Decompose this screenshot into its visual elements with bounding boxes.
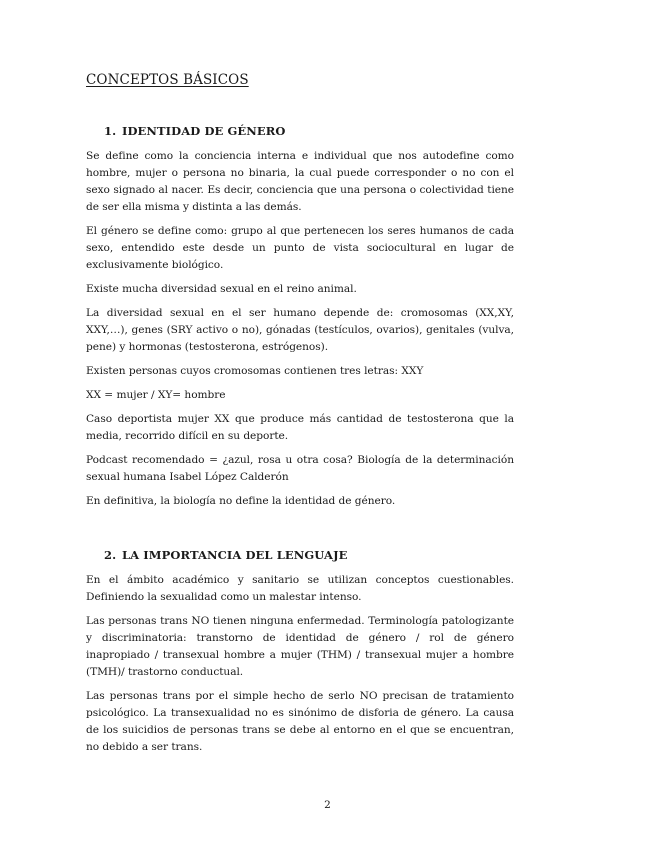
page-number: 2 (324, 799, 331, 811)
paragraph: Caso deportista mujer XX que produce más cantidad de testosterona que la media, recorrido difícil en su deporte. (86, 413, 514, 442)
paragraph: Se define como la conciencia interna e individual que nos autodefine como hombre, mujer o persona no binaria, la cual puede corresponder o no con el sexo signado al nacer. Es decir, conciencia que una persona o colectividad tiene de ser ella misma y distinta a las demás. (86, 150, 514, 213)
paragraph: Existe mucha diversidad sexual en el reino animal. (86, 283, 357, 295)
section-heading (104, 548, 514, 562)
section-number: 2. (104, 548, 117, 562)
paragraph: Existen personas cuyos cromosomas contienen tres letras: XXY (86, 365, 424, 377)
paragraph: En el ámbito académico y sanitario se utilizan conceptos cuestionables. Definiendo la sexualidad como un malestar intenso. (86, 574, 514, 603)
section-importancia-del-lenguaje (86, 548, 514, 763)
paragraph: Las personas trans NO tienen ninguna enfermedad. Terminología patologizante y discriminatoria: transtorno de identidad de género / rol de género inapropiado / transexual hombre a mujer (THM) / transexual mujer a hombre (TMH)/ trastorno conductual. (86, 615, 514, 678)
page-title: CONCEPTOS BÁSICOS (86, 72, 249, 88)
section-heading-text: IDENTIDAD DE GÉNERO (122, 124, 286, 138)
paragraph: En definitiva, la biología no define la identidad de género. (86, 495, 396, 507)
paragraph: Podcast recomendado = ¿azul, rosa u otra cosa? Biología de la determinación sexual humana Isabel López Calderón (86, 454, 514, 483)
section-number: 1. (104, 124, 117, 138)
section-heading (104, 124, 514, 138)
section-identidad-de-genero (86, 124, 514, 517)
paragraph: El género se define como: grupo al que pertenecen los seres humanos de cada sexo, entendido este desde un punto de vista sociocultural en lugar de exclusivamente biológico. (86, 225, 514, 271)
section-heading-text: LA IMPORTANCIA DEL LENGUAJE (122, 548, 348, 562)
paragraph: XX = mujer / XY= hombre (86, 389, 226, 401)
paragraph: Las personas trans por el simple hecho de serlo NO precisan de tratamiento psicológico. La transexualidad no es sinónimo de disforia de género. La causa de los suicidios de personas trans se debe al entorno en el que se encuentran, no debido a ser trans. (86, 690, 514, 753)
paragraph: La diversidad sexual en el ser humano depende de: cromosomas (XX,XY, XXY,…), genes (SRY activo o no), gónadas (testículos, ovarios), genitales (vulva, pene) y hormonas (testosterona, estrógenos). (86, 307, 514, 353)
